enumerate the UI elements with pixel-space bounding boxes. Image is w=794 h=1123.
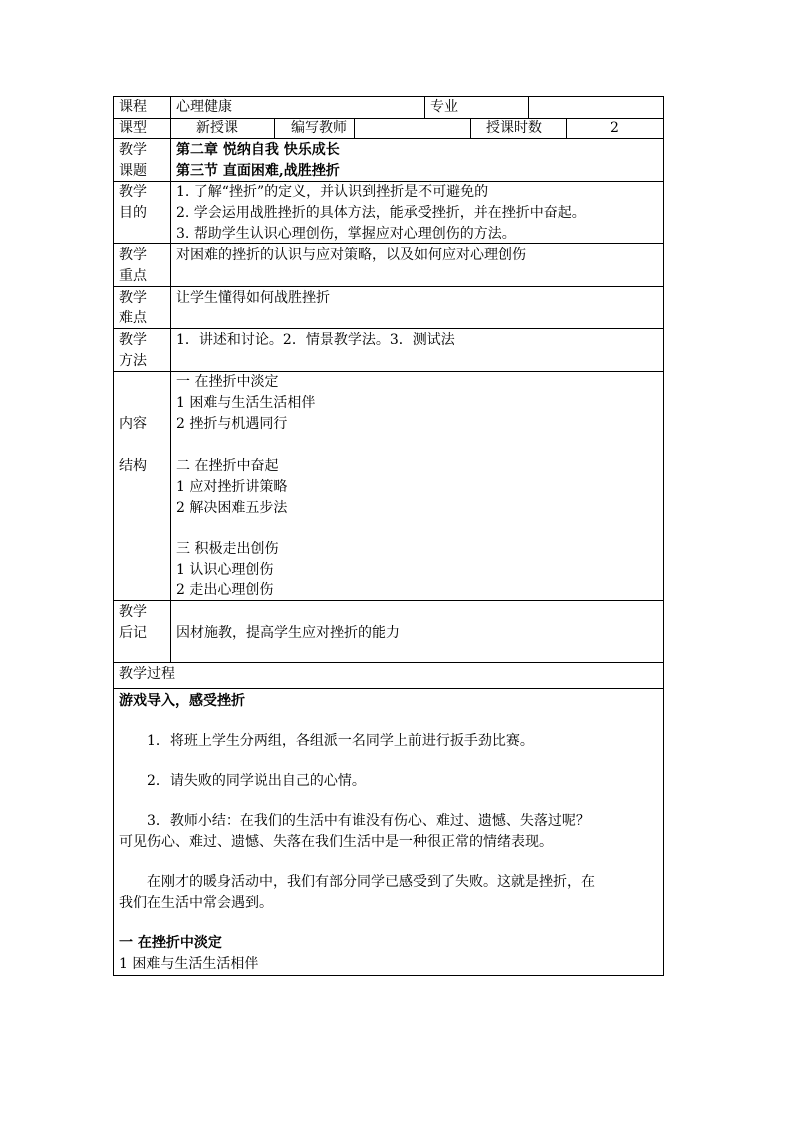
- methods-label-2: 方法: [119, 353, 147, 369]
- key-label-2: 重点: [119, 268, 147, 284]
- border-left: [113, 96, 114, 976]
- key-label-1: 教学: [119, 247, 147, 263]
- process-paragraph: 可见伤心、难过、遗憾、失落在我们生活中是一种很正常的情绪表现。: [119, 834, 553, 850]
- row-line: [113, 688, 664, 689]
- goals-label-2: 目的: [119, 205, 147, 221]
- teacher-label: 编写教师: [291, 120, 347, 136]
- structure-line: 1 应对挫折讲策略: [176, 479, 288, 495]
- col-line: [528, 96, 529, 118]
- course-value: 心理健康: [176, 99, 232, 115]
- border-right: [663, 96, 664, 976]
- topic-label-2: 课题: [119, 163, 147, 179]
- col-line: [566, 118, 567, 138]
- label-divider: [170, 96, 171, 662]
- reflection-text: 因材施教，提高学生应对挫折的能力: [176, 625, 400, 641]
- process-sub-heading: 1 困难与生活生活相伴: [119, 956, 259, 972]
- type-label: 课型: [119, 120, 147, 136]
- process-paragraph: 1．将班上学生分两组，各组派一名同学上前进行扳手劲比赛。: [147, 733, 534, 749]
- structure-line: 2 解决困难五步法: [176, 500, 288, 516]
- goals-label-1: 教学: [119, 184, 147, 200]
- key-points-text: 对困难的挫折的认识与应对策略，以及如何应对心理创伤: [176, 247, 526, 263]
- process-paragraph: 在刚才的暖身活动中，我们有部分同学已感受到了失败。这就是挫折，在: [147, 874, 595, 890]
- row-line: [113, 286, 664, 287]
- topic-label-1: 教学: [119, 142, 147, 158]
- col-line: [354, 118, 355, 138]
- process-paragraph: 3．教师小结：在我们的生活中有谁没有伤心、难过、遗憾、失落过呢？: [147, 813, 590, 829]
- structure-line: 一 在挫折中淡定: [176, 374, 279, 390]
- difficulty-label-2: 难点: [119, 310, 147, 326]
- process-heading: 游戏导入，感受挫折: [119, 693, 245, 709]
- difficulty-label-1: 教学: [119, 290, 147, 306]
- col-line: [424, 96, 425, 118]
- section-title: 第三节 直面困难,战胜挫折: [176, 163, 340, 179]
- row-line: [113, 662, 664, 663]
- hours-value: 2: [610, 120, 619, 136]
- type-value: 新授课: [196, 120, 238, 136]
- structure-line: 1 认识心理创伤: [176, 562, 274, 578]
- reflection-label-2: 后记: [119, 625, 147, 641]
- reflection-label-1: 教学: [119, 604, 147, 620]
- methods-text: 1．讲述和讨论。2．情景教学法。3．测试法: [176, 332, 455, 348]
- structure-line: 1 困难与生活生活相伴: [176, 395, 316, 411]
- process-paragraph: 我们在生活中常会遇到。: [119, 895, 273, 911]
- col-line: [470, 118, 471, 138]
- structure-line: 2 挫折与机遇同行: [176, 416, 288, 432]
- process-title: 教学过程: [119, 666, 175, 682]
- major-label: 专业: [430, 99, 458, 115]
- structure-line: 三 积极走出创伤: [176, 541, 279, 557]
- goal-item: 3. 帮助学生认识心理创伤，掌握应对心理创伤的方法。: [176, 226, 516, 242]
- methods-label-1: 教学: [119, 332, 147, 348]
- difficulties-text: 让学生懂得如何战胜挫折: [176, 290, 330, 306]
- chapter-title: 第二章 悦纳自我 快乐成长: [176, 142, 340, 158]
- goal-item: 2. 学会运用战胜挫折的具体方法，能承受挫折，并在挫折中奋起。: [176, 205, 586, 221]
- hours-label: 授课时数: [486, 120, 542, 136]
- row-line: [113, 328, 664, 329]
- goal-item: 1. 了解“挫折”的定义，并认识到挫折是不可避免的: [176, 184, 489, 200]
- structure-line: 二 在挫折中奋起: [176, 458, 279, 474]
- structure-label-1: 内容: [119, 416, 147, 432]
- process-paragraph: 2．请失败的同学说出自己的心情。: [147, 773, 366, 789]
- row-line: [113, 975, 664, 976]
- process-section-heading: 一 在挫折中淡定: [119, 935, 222, 951]
- structure-line: 2 走出心理创伤: [176, 582, 274, 598]
- structure-label-2: 结构: [119, 458, 147, 474]
- col-line: [274, 118, 275, 138]
- course-label: 课程: [119, 99, 147, 115]
